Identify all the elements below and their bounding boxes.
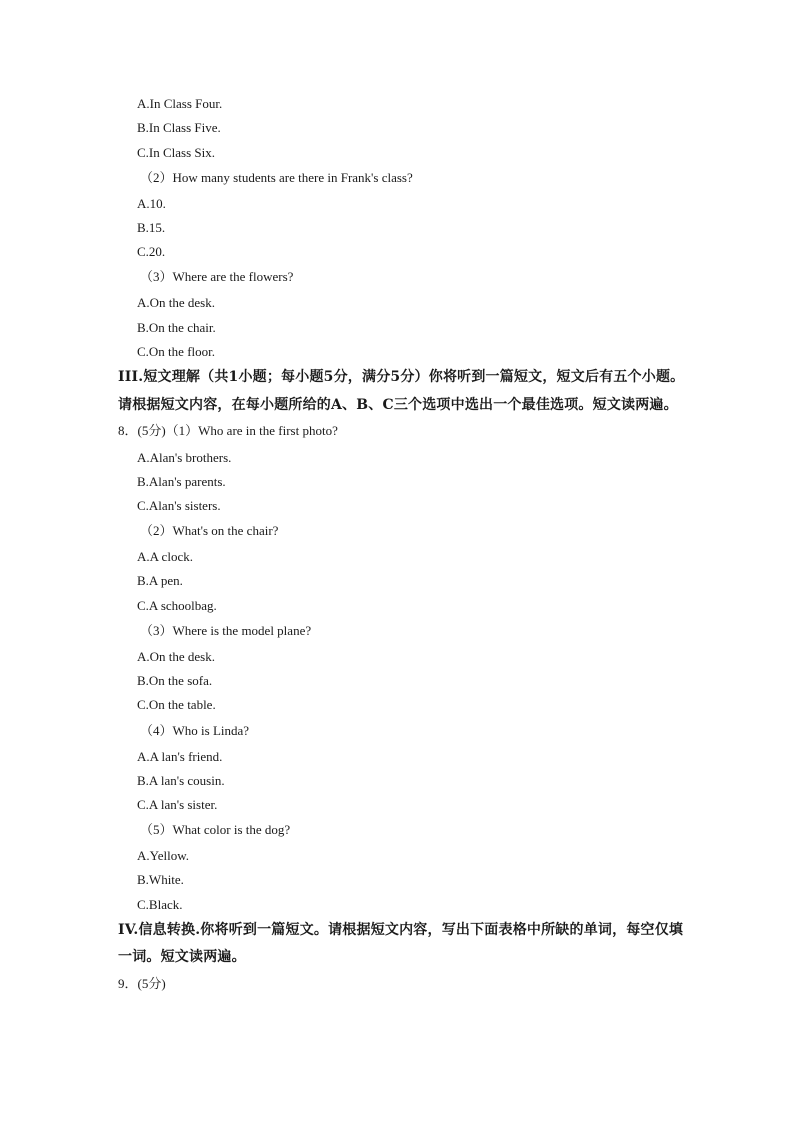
option-c: C.20. — [137, 244, 166, 259]
option-a: A.On the desk. — [137, 295, 215, 310]
option-c: C.In Class Six. — [137, 145, 216, 160]
question-5: （5）What color is the dog? — [140, 822, 291, 837]
question-4: （4）Who is Linda? — [140, 723, 250, 738]
option-a: A.10. — [137, 196, 166, 211]
option-a: A.Alan's brothers. — [137, 450, 232, 465]
question-3: （3）Where is the model plane? — [140, 623, 312, 638]
option-c: C.Black. — [137, 897, 183, 912]
question-2: （2）What's on the chair? — [140, 523, 279, 538]
section-iii-heading: III.短文理解（共1小题；每小题5分，满分5分）你将听到一篇短文，短文后有五个小题。 — [118, 369, 685, 385]
option-c: C.On the floor. — [137, 344, 215, 359]
option-b: B.Alan's parents. — [137, 474, 226, 489]
option-c: C.A schoolbag. — [137, 598, 217, 613]
option-c: C.On the table. — [137, 697, 216, 712]
option-c: C.Alan's sisters. — [137, 498, 221, 513]
option-b: B.In Class Five. — [137, 120, 221, 135]
item-8: 8．(5分)（1）Who are in the first photo? — [118, 423, 338, 438]
section-iv-heading: IV.信息转换.你将听到一篇短文。请根据短文内容，写出下面表格中所缺的单词，每空仅填 — [118, 922, 684, 938]
option-b: B.On the chair. — [137, 320, 216, 335]
option-b: B.White. — [137, 872, 184, 887]
option-a: A.Yellow. — [137, 848, 190, 863]
option-a: A.On the desk. — [137, 649, 215, 664]
option-b: B.A lan's cousin. — [137, 773, 225, 788]
item-9: 9．(5分) — [118, 976, 166, 991]
option-b: B.A pen. — [137, 573, 183, 588]
question-2: （2）How many students are there in Frank's class? — [140, 170, 413, 185]
option-a: A.A lan's friend. — [137, 749, 223, 764]
option-a: A.A clock. — [137, 549, 193, 564]
section-iv-heading-cont: 一词。短文读两遍。 — [118, 949, 246, 965]
option-b: B.15. — [137, 220, 166, 235]
option-a: A.In Class Four. — [137, 96, 223, 111]
option-c: C.A lan's sister. — [137, 797, 218, 812]
section-iii-heading-cont: 请根据短文内容，在每小题所给的A、B、C三个选项中选出一个最佳选项。短文读两遍。 — [118, 397, 678, 413]
question-3: （3）Where are the flowers? — [140, 269, 294, 284]
option-b: B.On the sofa. — [137, 673, 213, 688]
